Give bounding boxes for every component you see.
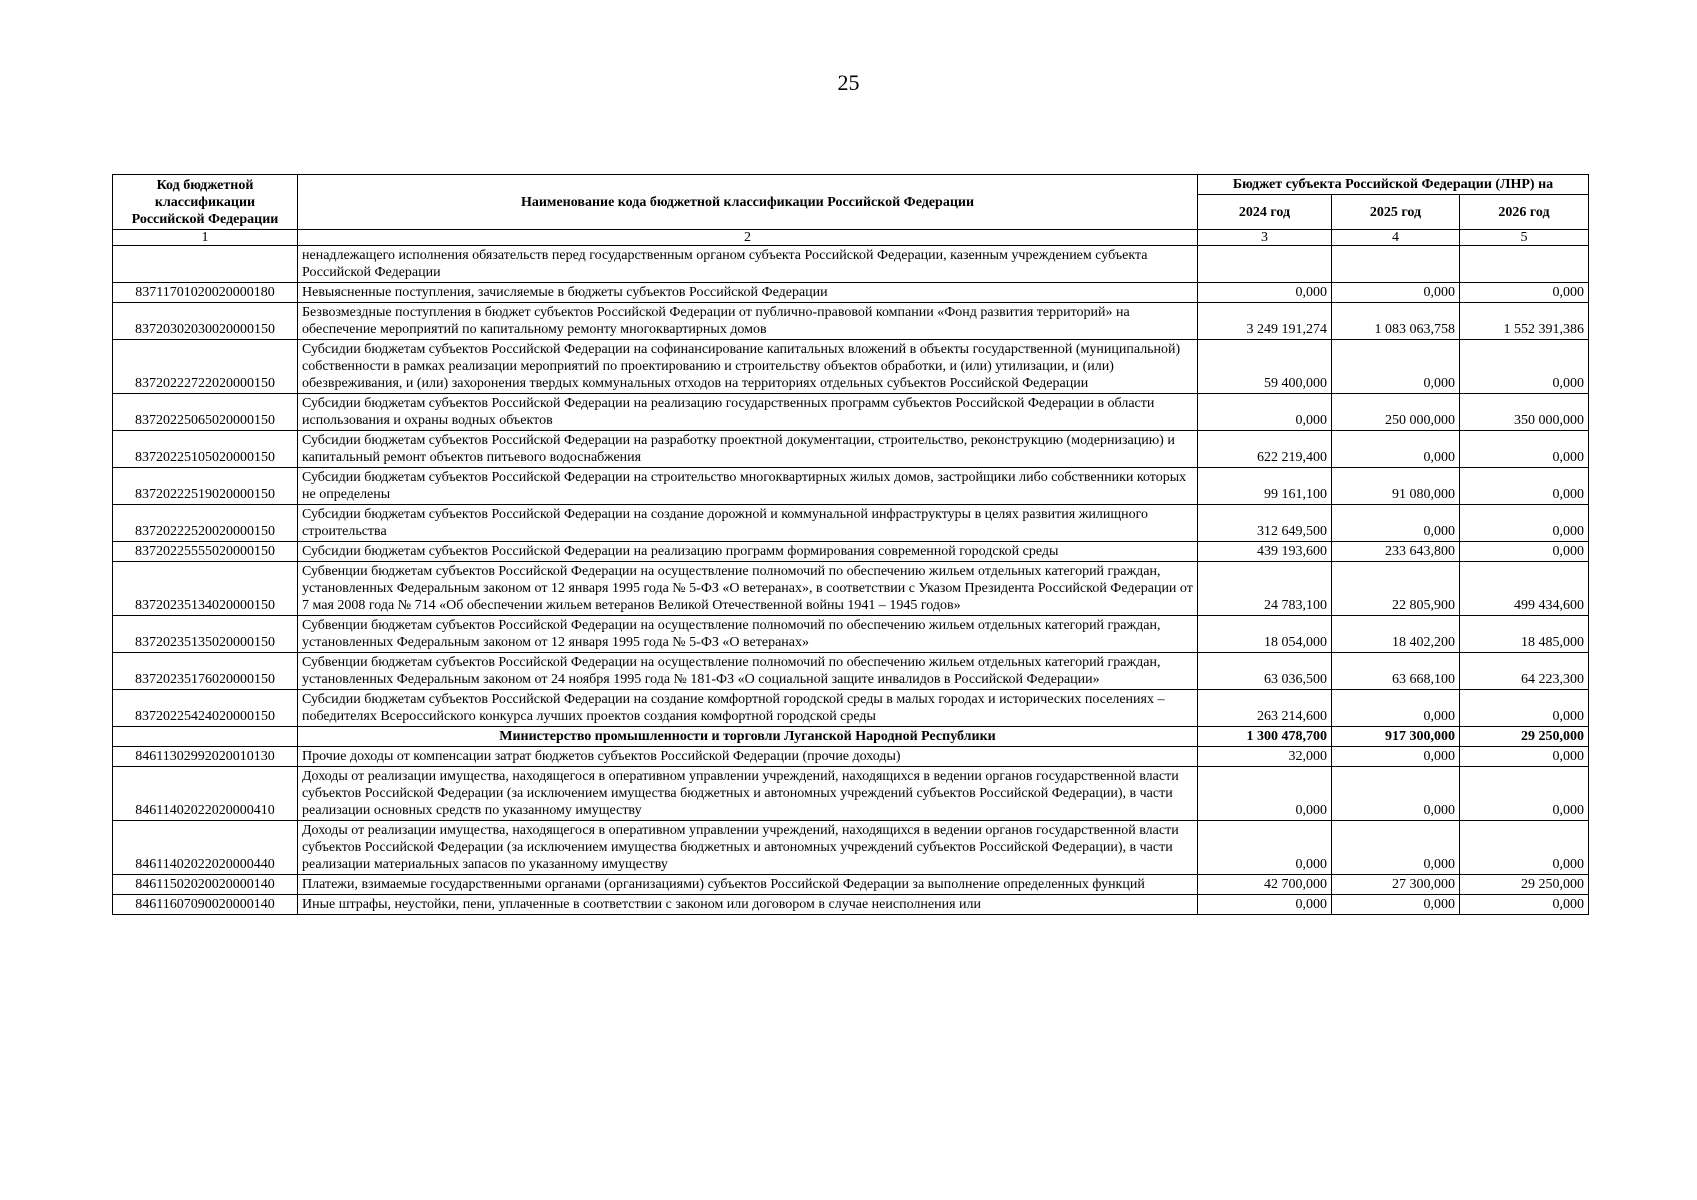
value-2025-cell: 0,000 (1332, 283, 1460, 303)
name-cell: Платежи, взимаемые государственными органами (организациями) субъектов Российской Федерации за выполнение определенных функций (298, 875, 1198, 895)
name-cell: Субсидии бюджетам субъектов Российской Федерации на строительство многоквартирных жилых домов, застройщики либо собственники которых не определены (298, 468, 1198, 505)
value-2025-cell: 233 643,800 (1332, 542, 1460, 562)
value-2025-cell: 1 083 063,758 (1332, 303, 1460, 340)
name-cell: Субсидии бюджетам субъектов Российской Федерации на реализацию программ формирования современной городской среды (298, 542, 1198, 562)
value-2026-cell: 29 250,000 (1460, 875, 1589, 895)
value-2025-cell: 63 668,100 (1332, 653, 1460, 690)
name-cell: Субвенции бюджетам субъектов Российской Федерации на осуществление полномочий по обеспечению жильем отдельных категорий граждан, установленных Федеральным законом от 24 ноября 1995 года № 181-ФЗ «О социальной защите инвалидов в Российской Федерации» (298, 653, 1198, 690)
value-2024-cell: 312 649,500 (1198, 505, 1332, 542)
value-2024-cell: 1 300 478,700 (1198, 727, 1332, 747)
table-row (113, 747, 1589, 767)
table-row (113, 562, 1589, 616)
table-row (113, 431, 1589, 468)
table-row (113, 616, 1589, 653)
value-2025-cell: 27 300,000 (1332, 875, 1460, 895)
value-2026-cell: 0,000 (1460, 767, 1589, 821)
value-2026-cell: 0,000 (1460, 431, 1589, 468)
value-2026-cell: 0,000 (1460, 505, 1589, 542)
column-index: 2 (298, 230, 1198, 246)
value-2024-cell (1198, 246, 1332, 283)
code-cell: 83720222722020000150 (113, 340, 298, 394)
code-cell: 84611402022020000410 (113, 767, 298, 821)
table-body (113, 246, 1589, 915)
header-budget: Бюджет субъекта Российской Федерации (ЛНР) на (1198, 175, 1589, 195)
table-row (113, 394, 1589, 431)
code-cell: 84611302992020010130 (113, 747, 298, 767)
value-2026-cell: 0,000 (1460, 283, 1589, 303)
value-2024-cell: 439 193,600 (1198, 542, 1332, 562)
value-2026-cell (1460, 246, 1589, 283)
value-2026-cell: 0,000 (1460, 895, 1589, 915)
code-cell: 83720225065020000150 (113, 394, 298, 431)
value-2024-cell: 32,000 (1198, 747, 1332, 767)
table-row (113, 505, 1589, 542)
value-2024-cell: 0,000 (1198, 821, 1332, 875)
column-index: 1 (113, 230, 298, 246)
value-2024-cell: 18 054,000 (1198, 616, 1332, 653)
name-cell: Иные штрафы, неустойки, пени, уплаченные в соответствии с законом или договором в случае неисполнения или (298, 895, 1198, 915)
name-cell: Субсидии бюджетам субъектов Российской Федерации на создание комфортной городской среды в малых городах и исторических поселениях – победителях Всероссийского конкурса лучших проектов создания комфортной городской среды (298, 690, 1198, 727)
code-cell (113, 727, 298, 747)
table-row (113, 340, 1589, 394)
table-row (113, 653, 1589, 690)
value-2026-cell: 0,000 (1460, 821, 1589, 875)
value-2024-cell: 99 161,100 (1198, 468, 1332, 505)
value-2025-cell: 0,000 (1332, 505, 1460, 542)
code-cell: 84611402022020000440 (113, 821, 298, 875)
code-cell: 83720225424020000150 (113, 690, 298, 727)
value-2024-cell: 622 219,400 (1198, 431, 1332, 468)
table-row (113, 246, 1589, 283)
value-2024-cell: 63 036,500 (1198, 653, 1332, 690)
value-2026-cell: 18 485,000 (1460, 616, 1589, 653)
column-index: 3 (1198, 230, 1332, 246)
name-cell: Субсидии бюджетам субъектов Российской Федерации на реализацию государственных программ субъектов Российской Федерации в области использования и охраны водных объектов (298, 394, 1198, 431)
header-year-2025: 2025 год (1332, 195, 1460, 230)
table-row (113, 690, 1589, 727)
value-2026-cell: 499 434,600 (1460, 562, 1589, 616)
name-cell: Невыясненные поступления, зачисляемые в бюджеты субъектов Российской Федерации (298, 283, 1198, 303)
name-cell: Министерство промышленности и торговли Луганской Народной Республики (298, 727, 1198, 747)
value-2025-cell: 0,000 (1332, 340, 1460, 394)
code-cell: 83720235176020000150 (113, 653, 298, 690)
header-year-2024: 2024 год (1198, 195, 1332, 230)
code-cell (113, 246, 298, 283)
code-cell: 83720222519020000150 (113, 468, 298, 505)
code-cell: 83720235134020000150 (113, 562, 298, 616)
value-2024-cell: 42 700,000 (1198, 875, 1332, 895)
value-2025-cell: 0,000 (1332, 431, 1460, 468)
value-2025-cell: 22 805,900 (1332, 562, 1460, 616)
name-cell: Доходы от реализации имущества, находящегося в оперативном управлении учреждений, находящихся в ведении органов государственной власти субъектов Российской Федерации (за исключением имущества бюджетных и автономных учреждений субъектов Российской Федерации), в части реализации основных средств по указанному имуществу (298, 767, 1198, 821)
table-row (113, 283, 1589, 303)
code-cell: 83711701020020000180 (113, 283, 298, 303)
table-row (113, 542, 1589, 562)
value-2026-cell: 0,000 (1460, 468, 1589, 505)
value-2025-cell: 0,000 (1332, 690, 1460, 727)
value-2024-cell: 3 249 191,274 (1198, 303, 1332, 340)
value-2026-cell: 0,000 (1460, 340, 1589, 394)
value-2025-cell: 250 000,000 (1332, 394, 1460, 431)
table-row (113, 303, 1589, 340)
code-cell: 83720222520020000150 (113, 505, 298, 542)
value-2026-cell: 29 250,000 (1460, 727, 1589, 747)
value-2025-cell: 0,000 (1332, 767, 1460, 821)
table-row (113, 821, 1589, 875)
column-index: 4 (1332, 230, 1460, 246)
value-2026-cell: 64 223,300 (1460, 653, 1589, 690)
value-2026-cell: 0,000 (1460, 542, 1589, 562)
code-cell: 83720302030020000150 (113, 303, 298, 340)
value-2024-cell: 0,000 (1198, 895, 1332, 915)
value-2025-cell: 18 402,200 (1332, 616, 1460, 653)
value-2025-cell: 0,000 (1332, 747, 1460, 767)
value-2024-cell: 0,000 (1198, 767, 1332, 821)
value-2026-cell: 0,000 (1460, 690, 1589, 727)
page-number: 25 (837, 70, 860, 95)
value-2024-cell: 24 783,100 (1198, 562, 1332, 616)
value-2026-cell: 0,000 (1460, 747, 1589, 767)
header-name: Наименование кода бюджетной классификации Российской Федерации (298, 175, 1198, 230)
name-cell: Безвозмездные поступления в бюджет субъектов Российской Федерации от публично-правовой компании «Фонд развития территорий» на обеспечение мероприятий по капитальному ремонту многоквартирных домов (298, 303, 1198, 340)
value-2024-cell: 59 400,000 (1198, 340, 1332, 394)
table-row (113, 875, 1589, 895)
table-row (113, 767, 1589, 821)
value-2025-cell: 0,000 (1332, 895, 1460, 915)
name-cell: Прочие доходы от компенсации затрат бюджетов субъектов Российской Федерации (прочие доходы) (298, 747, 1198, 767)
name-cell: Субсидии бюджетам субъектов Российской Федерации на разработку проектной документации, строительство, реконструкцию (модернизацию) и капитальный ремонт объектов питьевого водоснабжения (298, 431, 1198, 468)
code-cell: 84611502020020000140 (113, 875, 298, 895)
value-2025-cell (1332, 246, 1460, 283)
header-code: Код бюджетной классификации Российской Федерации (113, 175, 298, 230)
column-index: 5 (1460, 230, 1589, 246)
value-2024-cell: 0,000 (1198, 394, 1332, 431)
table-row (113, 895, 1589, 915)
value-2025-cell: 917 300,000 (1332, 727, 1460, 747)
header-year-2026: 2026 год (1460, 195, 1589, 230)
value-2024-cell: 263 214,600 (1198, 690, 1332, 727)
value-2025-cell: 91 080,000 (1332, 468, 1460, 505)
value-2024-cell: 0,000 (1198, 283, 1332, 303)
name-cell: Субсидии бюджетам субъектов Российской Федерации на софинансирование капитальных вложений в объекты государственной (муниципальной) собственности в рамках реализации мероприятий по проектированию и строительству объектов обработки, и (или) утилизации, и (или) обезвреживания, и (или) захоронения твердых коммунальных отходов на территориях отдельных субъектов Российской Федерации (298, 340, 1198, 394)
name-cell: ненадлежащего исполнения обязательств перед государственным органом субъекта Российской Федерации, казенным учреждением субъекта Российской Федерации (298, 246, 1198, 283)
name-cell: Субвенции бюджетам субъектов Российской Федерации на осуществление полномочий по обеспечению жильем отдельных категорий граждан, установленных Федеральным законом от 12 января 1995 года № 5-ФЗ «О ветеранах», в соответствии с Указом Президента Российской Федерации от 7 мая 2008 года № 714 «Об обеспечении жильем ветеранов Великой Отечественной войны 1941 – 1945 годов» (298, 562, 1198, 616)
name-cell: Субсидии бюджетам субъектов Российской Федерации на создание дорожной и коммунальной инфраструктуры в целях развития жилищного строительства (298, 505, 1198, 542)
value-2025-cell: 0,000 (1332, 821, 1460, 875)
code-cell: 84611607090020000140 (113, 895, 298, 915)
value-2026-cell: 1 552 391,386 (1460, 303, 1589, 340)
code-cell: 83720225555020000150 (113, 542, 298, 562)
name-cell: Субвенции бюджетам субъектов Российской Федерации на осуществление полномочий по обеспечению жильем отдельных категорий граждан, установленных Федеральным законом от 12 января 1995 года № 5-ФЗ «О ветеранах» (298, 616, 1198, 653)
section-row (113, 727, 1589, 747)
table-row (113, 468, 1589, 505)
code-cell: 83720225105020000150 (113, 431, 298, 468)
code-cell: 83720235135020000150 (113, 616, 298, 653)
name-cell: Доходы от реализации имущества, находящегося в оперативном управлении учреждений, находящихся в ведении органов государственной власти субъектов Российской Федерации (за исключением имущества бюджетных и автономных учреждений субъектов Российской Федерации), в части реализации материальных запасов по указанному имуществу (298, 821, 1198, 875)
value-2026-cell: 350 000,000 (1460, 394, 1589, 431)
budget-table (112, 174, 1589, 915)
